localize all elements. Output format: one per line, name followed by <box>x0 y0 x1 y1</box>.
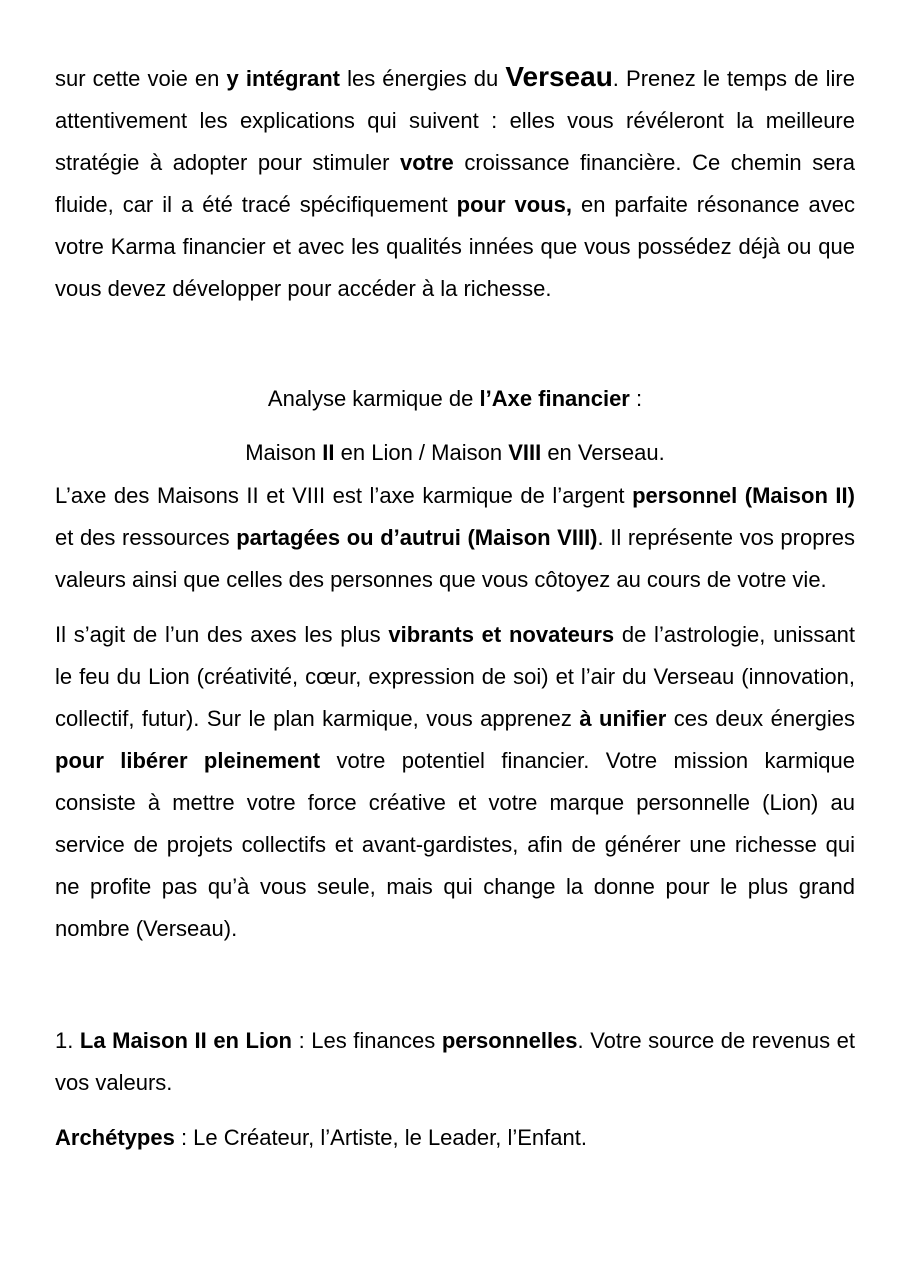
intro-paragraph: sur cette voie en y intégrant les énergies du Verseau. Prenez le temps de lire attentivement les explications qui suivent : elles vous révéleront la meilleure stratégie à adopter pour stimuler votre croissance financière. Ce chemin sera fluide, car il a été tracé spécifiquement pour vous, en parfaite résonance avec votre Karma financier et avec les qualités innées que vous possédez déjà ou que vous devez développer pour accéder à la richesse. <box>55 61 855 301</box>
verseau-emphasis: Verseau <box>505 61 613 92</box>
section-heading: Analyse karmique de l’Axe financier : <box>267 386 643 411</box>
axis-paragraph: L’axe des Maisons II et VIII est l’axe karmique de l’argent personnel (Maison II) et des ressources partagées ou d’autrui (Maison VIII). Il représente vos propres valeurs ainsi que celles des personnes que vous côtoyez au cours de votre vie. <box>55 483 856 592</box>
section-subheading: Maison II en Lion / Maison VIII en Verseau. <box>245 440 665 465</box>
document-page <box>55 56 855 1159</box>
archetypes-line: Archétypes : Le Créateur, l’Artiste, le Leader, l’Enfant. <box>55 1125 587 1150</box>
mission-paragraph: Il s’agit de l’un des axes les plus vibrants et novateurs de l’astrologie, unissant le feu du Lion (créativité, cœur, expression de soi) et l’air du Verseau (innovation, collectif, futur). Sur le plan karmique, vous apprenez à unifier ces deux énergies pour libérer pleinement votre potentiel financier. Votre mission karmique consiste à mettre votre force créative et votre marque personnelle (Lion) au service de projets collectifs et avant-gardistes, afin de générer une richesse qui ne profite pas qu’à vous seule, mais qui change la donne pour le plus grand nombre (Verseau). <box>55 622 856 941</box>
maison-ii-heading: 1. La Maison II en Lion : Les finances personnelles. Votre source de revenus et vos valeurs. <box>55 1028 855 1095</box>
